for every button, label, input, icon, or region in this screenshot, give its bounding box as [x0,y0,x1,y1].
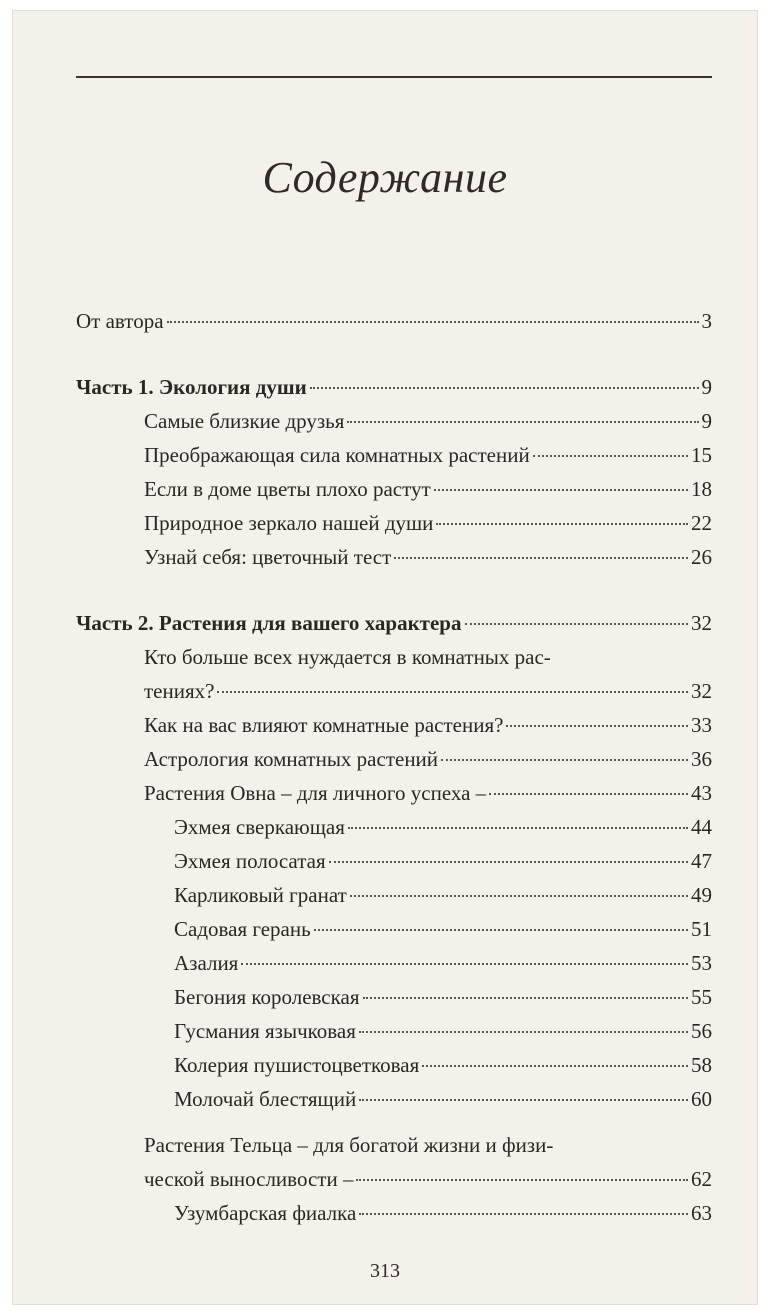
toc-entry-label: Бегония королевская [174,985,360,1009]
toc-entry-page: 49 [691,883,712,907]
toc-entry [144,472,712,506]
toc-entry-label: Растения Овна – для личного успеха – [144,781,487,805]
toc-entry-page: 9 [701,375,712,399]
toc-entry [144,742,712,776]
toc-leader-dots [363,997,689,999]
toc-leader-dots [350,895,688,897]
toc-leader-dots [314,929,688,931]
toc-entry-label: Часть 1. Экология души [76,375,307,399]
toc-leader-dots [310,387,699,389]
toc-entry [174,844,712,878]
toc-entry-label: Природное зеркало нашей души [144,511,434,535]
toc-entry-label: Садовая герань [174,917,311,941]
toc-leader-dots [489,793,688,795]
toc-entry-page: 63 [691,1201,712,1225]
toc-entry [76,304,712,338]
toc-entry-label: Азалия [174,951,239,975]
toc-entry [174,1196,712,1230]
toc-entry [174,1014,712,1048]
toc-entry-page: 43 [691,781,712,805]
toc-entry-label-line1: Растения Тельца – для богатой жизни и физи- [144,1133,554,1157]
toc-entry [174,980,712,1014]
toc-entry-page: 32 [691,611,712,635]
toc-entry-label: Эхмея сверкающая [174,815,345,839]
toc-entry-label: Узумбарская фиалка [174,1201,357,1225]
page-title: Содержание [262,153,508,202]
header-rule [76,76,712,78]
toc-entry [174,810,712,844]
toc-entry-page: 51 [691,917,712,941]
toc-entry-page: 62 [691,1167,712,1191]
toc-entry-label: Карликовый гранат [174,883,347,907]
toc-leader-dots [348,827,688,829]
toc-entry-label: Гусмания язычковая [174,1019,356,1043]
toc-leader-dots [217,691,688,693]
toc-leader-dots [394,557,688,559]
toc-entry-page: 9 [701,409,712,433]
toc-leader-dots [347,421,698,423]
toc-entry [144,506,712,540]
toc-entry-page: 32 [691,679,712,703]
toc-leader-dots [533,455,688,457]
toc-entry-label: Как на вас влияют комнатные растения? [144,713,504,737]
toc-entry-page: 26 [691,545,712,569]
toc-entry-label: Преображающая сила комнатных растений [144,443,530,467]
toc-entry-label: Узнай себя: цветочный тест [144,545,392,569]
toc-entry-page: 53 [691,951,712,975]
page-number: 313 [370,1260,400,1282]
toc-leader-dots [359,1031,688,1033]
toc-leader-dots [359,1099,688,1101]
toc-entry-page: 18 [691,477,712,501]
toc-entry-page: 60 [691,1087,712,1111]
toc-entry-label: Часть 2. Растения для вашего характера [76,611,462,635]
toc-entry-page: 36 [691,747,712,771]
toc-leader-dots [241,963,688,965]
toc-entry-label: Самые близкие друзья [144,409,345,433]
toc-entry-label: Колерия пушистоцветковая [174,1053,420,1077]
toc-entry-label: Эхмея полосатая [174,849,326,873]
toc-entry-label: Если в доме цветы плохо растут [144,477,431,501]
toc-entry-page: 55 [691,985,712,1009]
toc-entry-label: ческой выносливости – [144,1167,354,1191]
toc-leader-dots [329,861,688,863]
toc-leader-dots [436,523,688,525]
toc-leader-dots [356,1179,688,1181]
toc-leader-dots [506,725,688,727]
toc-entry [174,912,712,946]
toc-entry [174,946,712,980]
toc-entry [144,438,712,472]
toc-entry [174,1048,712,1082]
toc-part-heading [76,606,712,640]
toc-entry-page: 3 [701,309,712,333]
toc-leader-dots [359,1213,688,1215]
toc-entry-label: От автора [76,309,164,333]
toc-leader-dots [167,321,699,323]
toc-leader-dots [441,759,688,761]
toc-leader-dots [422,1065,688,1067]
book-page [12,10,758,1305]
toc-entry-page: 58 [691,1053,712,1077]
toc-entry-label: Астрология комнатных растений [144,747,439,771]
toc-entry-label-line1: Кто больше всех нуждается в комнатных рас- [144,645,551,669]
toc-entry-page: 44 [691,815,712,839]
toc-entry-label: Молочай блестящий [174,1087,357,1111]
toc-entry-page: 33 [691,713,712,737]
toc-entry [144,404,712,438]
toc-entry-page: 56 [691,1019,712,1043]
toc-entry-page: 22 [691,511,712,535]
toc-entry [174,1082,712,1116]
toc-entry [144,1162,712,1196]
toc-entry [144,708,712,742]
toc-entry [174,878,712,912]
toc-entry [144,540,712,574]
toc-leader-dots [465,623,689,625]
toc-entry [144,776,712,810]
toc-part-heading [76,370,712,404]
toc-entry-page: 15 [691,443,712,467]
toc-leader-dots [434,489,688,491]
toc-entry [144,674,712,708]
toc-entry-page: 47 [691,849,712,873]
toc-entry-label: тениях? [144,679,215,703]
